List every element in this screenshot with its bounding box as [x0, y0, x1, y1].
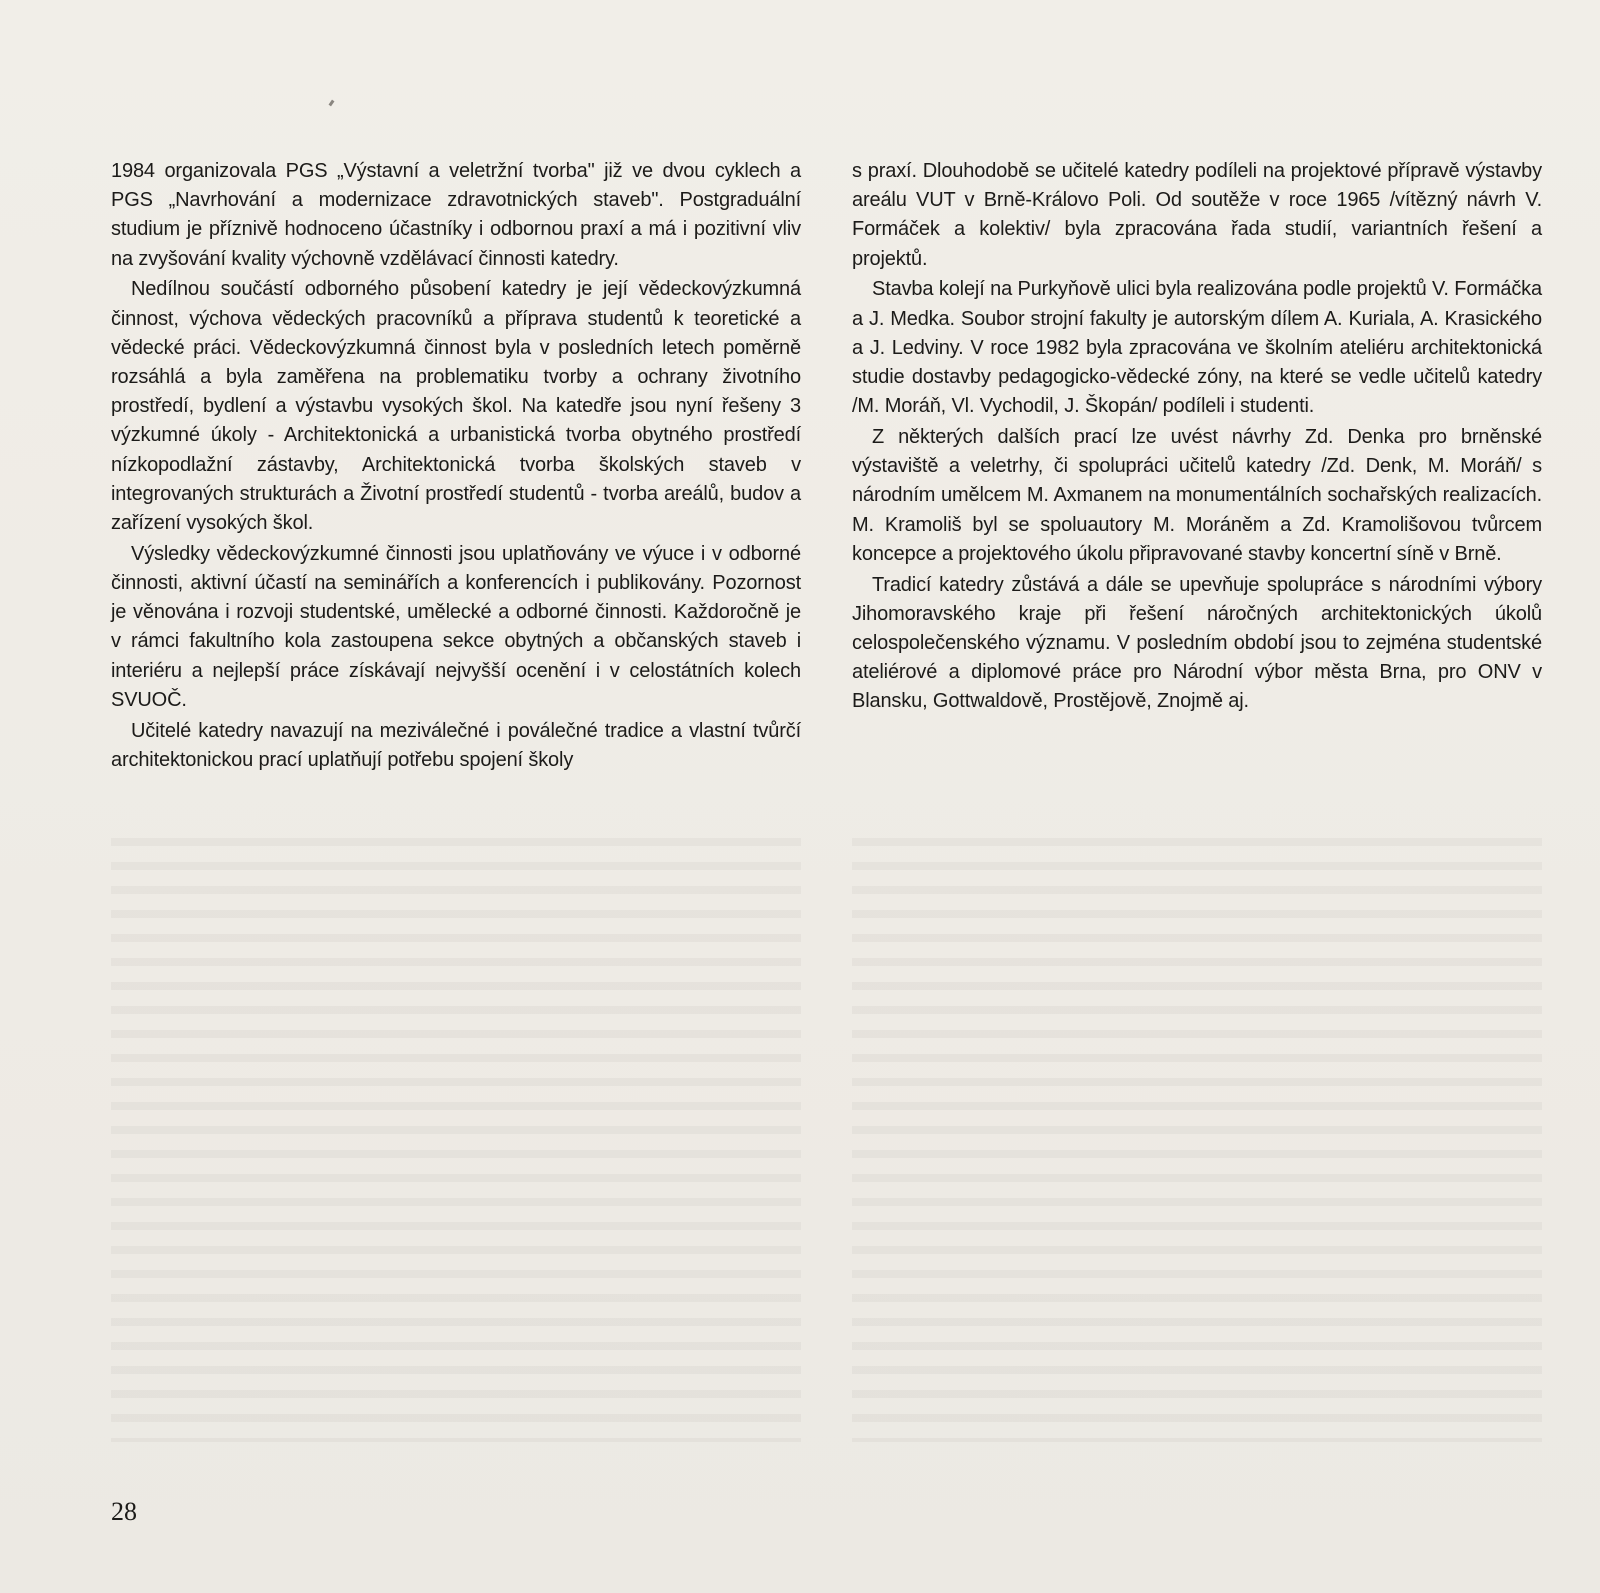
left-paragraph-3: Výsledky vědeckovýzkumné činnosti jsou uplatňovány ve výuce i v odborné činnosti, aktivní účastí na seminářích a konferencích i publikovány. Pozornost je věnována i rozvoji studentské, umělecké a odborné činnosti. Každoročně je v rámci fakultního kola zastoupena sekce obytných a občanských staveb i interiéru a nejlepší práce získávají nejvyšší ocenění i v celostátních kolech SVUOČ. — [111, 542, 801, 711]
right-paragraph-1: s praxí. Dlouhodobě se učitelé katedry podíleli na projektové přípravě výstavby areálu VUT v Brně-Královo Poli. Od soutěže v roce 1965 /vítězný návrh V. Formáček a kolektiv/ byla zpracována řada studií, variantních řešení a projektů. — [852, 160, 1542, 270]
left-paragraph-1: 1984 organizovala PGS „Výstavní a veletržní tvorba" již ve dvou cyklech a PGS „Navrhování a modernizace zdravotnických staveb". Postgraduální studium je příznivě hodnoceno účastníky i odbornou praxí a má i pozitivní vliv na zvyšování kvality výchovně vzdělávací činnosti katedry. — [111, 160, 801, 270]
right-paragraph-3: Z některých dalších prací lze uvést návrhy Zd. Denka pro brněnské výstaviště a veletrhy, či spolupráci učitelů katedry /Zd. Denk, M. Moráň/ s národním umělcem M. Axmanem na monumentálních sochařských realizacích. M. Kramoliš byl se spoluautory M. Moráněm a Zd. Kramolišovou tvůrcem koncepce a projektového úkolu připravované stavby koncertní síně v Brně. — [852, 426, 1542, 565]
left-paragraph-4: Učitelé katedry navazují na meziválečné i poválečné tradice a vlastní tvůrčí architektonickou prací uplatňují potřebu spojení školy — [111, 719, 801, 771]
left-text-column — [111, 157, 801, 777]
right-paragraph-2: Stavba kolejí na Purkyňově ulici byla realizována podle projektů V. Formáčka a J. Medka. Soubor strojní fakulty je autorským dílem A. Kuriala, A. Krasického a J. Ledviny. V roce 1982 byla zpracována ve školním ateliéru architektonická studie dostavby pedagogicko-vědecké zóny, na které se vedle učitelů katedry /M. Moráň, Vl. Vychodil, J. Škopán/ podíleli i studenti. — [852, 278, 1542, 418]
page-number: 28 — [111, 1497, 137, 1526]
right-text-column — [852, 157, 1542, 718]
right-paragraph-4: Tradicí katedry zůstává a dále se upevňuje spolupráce s národními výbory Jihomoravského kraje při řešení náročných architektonických úkolů celospolečenského významu. V posledním období jsou to zejména studentské ateliérové a diplomové práce pro Národní výbor města Brna, pro ONV v Blansku, Gottwaldově, Prostějově, Znojmě aj. — [852, 573, 1542, 713]
show-through-left — [111, 822, 801, 1442]
print-speck — [329, 100, 335, 107]
show-through-right — [852, 822, 1542, 1442]
left-paragraph-2: Nedílnou součástí odborného působení katedry je její vědeckovýzkumná činnost, výchova vědeckých pracovníků a příprava studentů k teoretické a vědecké práci. Vědeckovýzkumná činnost byla v posledních letech poměrně rozsáhlá a byla zaměřena na problematiku tvorby a ochrany životního prostředí, bydlení a výstavbu vysokých škol. Na katedře jsou nyní řešeny 3 výzkumné úkoly - Architektonická a urbanistická tvorba obytného prostředí nízkopodlažní zástavby, Architektonická tvorba školských staveb v integrovaných strukturách a Životní prostředí studentů - tvorba areálů, budov a zařízení vysokých škol. — [111, 278, 801, 535]
